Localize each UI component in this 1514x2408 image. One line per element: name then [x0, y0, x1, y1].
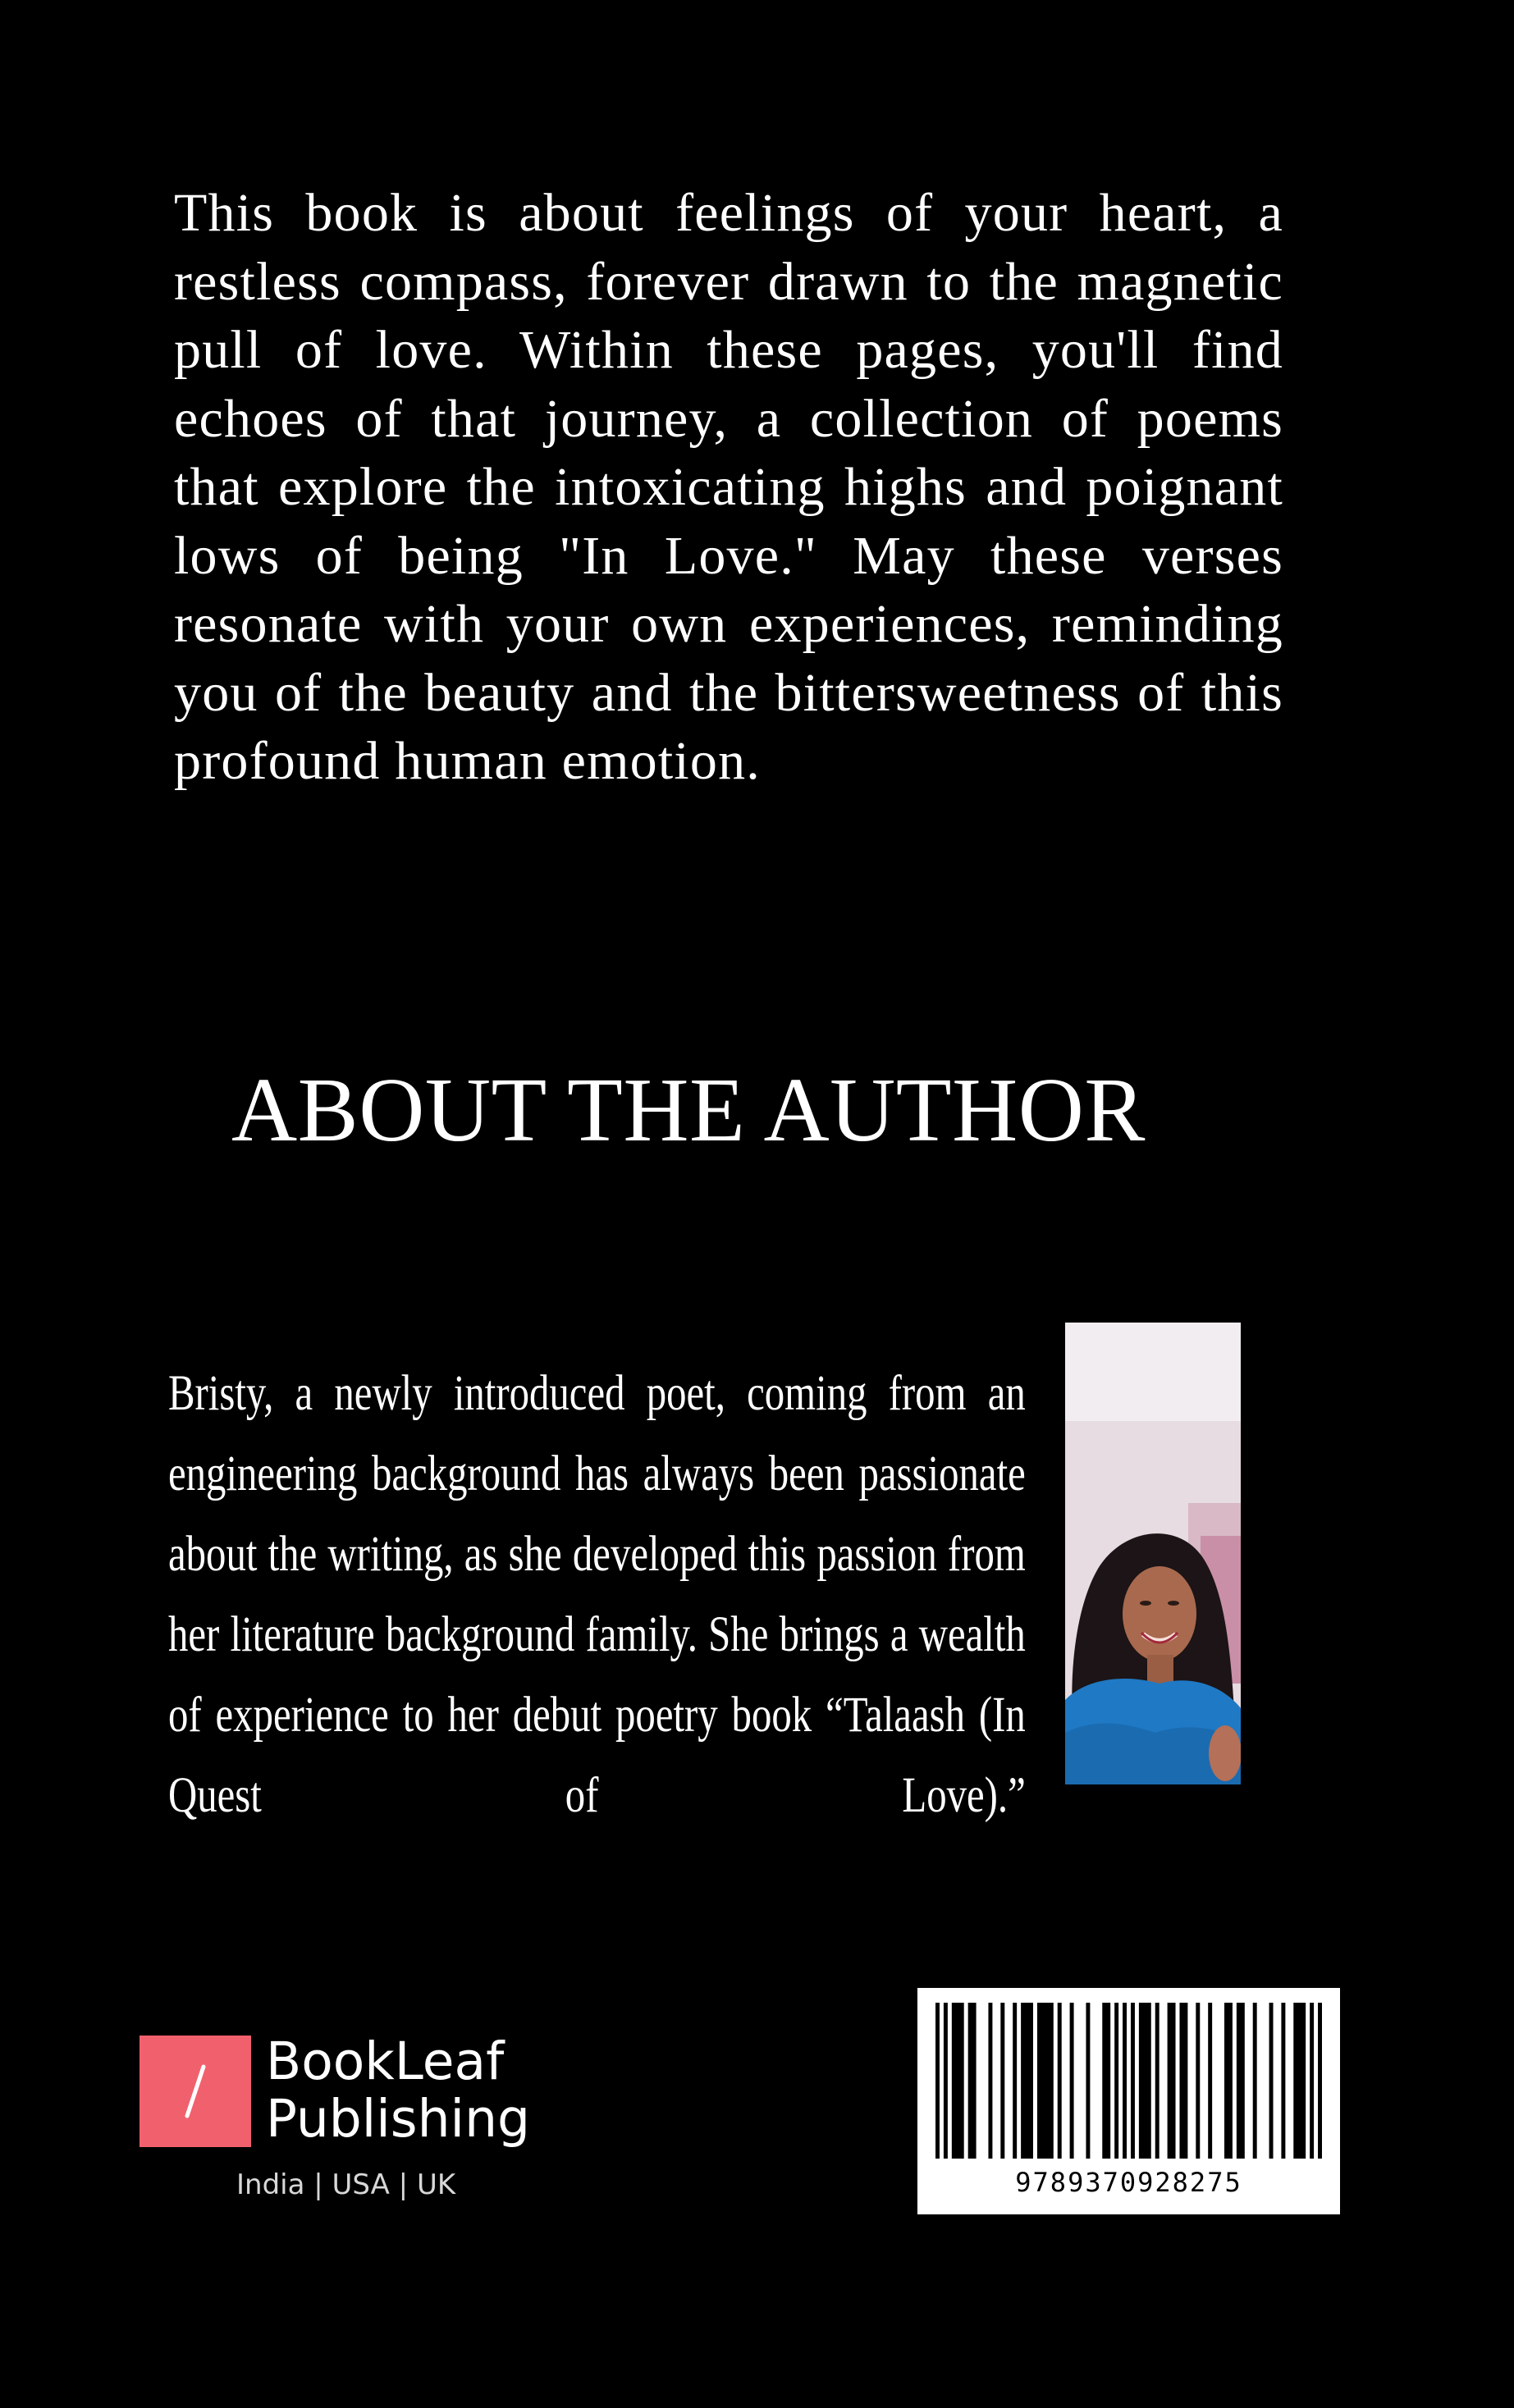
barcode-bar	[952, 2003, 964, 2159]
barcode-bar	[1155, 2003, 1160, 2159]
barcode-bar	[1208, 2003, 1212, 2159]
barcode-bar	[1013, 2003, 1017, 2159]
barcode-bar	[944, 2003, 948, 2159]
barcode-bar	[1102, 2003, 1110, 2159]
author-photo	[1065, 1323, 1241, 1784]
book-blurb: This book is about feelings of your heart, a restless compass, forever drawn to the magnetic pull of love. Within these pages, you'll find echoes of that journey, a collection of poems that explore the intoxicating highs and poignant lows of being "In Love." May these verses resonate with your own experiences, reminding you of the beauty and the bittersweetness of this profound human emotion.	[174, 183, 1283, 791]
barcode-bars	[917, 1988, 1340, 2164]
author-bio: Bristy, a newly introduced poet, coming from an engineering background has always been passionate about the writing, as she developed this passion from her literature background family. She brings a wealth of experience to her debut poetry book “Talaash (In Quest of Love).”	[168, 1366, 1026, 1823]
barcode-bar	[1196, 2003, 1200, 2159]
barcode-bar	[968, 2003, 977, 2159]
barcode-bar	[988, 2003, 992, 2159]
isbn-number: 9789370928275	[1015, 2167, 1242, 2198]
barcode-bar	[1310, 2003, 1314, 2159]
barcode-bar	[1037, 2003, 1054, 2159]
publisher-name-line2: Publishing	[266, 2089, 530, 2149]
barcode-bar	[1070, 2003, 1074, 2159]
barcode-bar	[1131, 2003, 1135, 2159]
barcode-bar	[1168, 2003, 1176, 2159]
barcode-bar	[1000, 2003, 1004, 2159]
publisher-logo	[140, 2033, 566, 2214]
barcode-bar	[935, 2003, 940, 2159]
isbn-barcode	[917, 1988, 1340, 2214]
barcode-bar	[1179, 2003, 1187, 2159]
barcode-bar	[1269, 2003, 1274, 2159]
publisher-name	[266, 2033, 530, 2148]
barcode-bar	[1058, 2003, 1062, 2159]
barcode-bar	[1021, 2003, 1033, 2159]
about-author-heading: ABOUT THE AUTHOR	[231, 1060, 1146, 1161]
barcode-bar	[1114, 2003, 1118, 2159]
barcode-bar	[1237, 2003, 1245, 2159]
publisher-name-line1: BookLeaf	[266, 2031, 505, 2091]
barcode-bar	[1318, 2003, 1322, 2159]
barcode-bar	[1086, 2003, 1090, 2159]
barcode-bar	[1139, 2003, 1151, 2159]
barcode-bar	[1293, 2003, 1306, 2159]
publisher-regions: India | USA | UK	[236, 2168, 456, 2201]
barcode-bar	[1253, 2003, 1257, 2159]
barcode-bar	[1123, 2003, 1127, 2159]
barcode-bar	[1224, 2003, 1233, 2159]
slash-logo-icon	[140, 2036, 251, 2147]
barcode-bar	[1281, 2003, 1285, 2159]
